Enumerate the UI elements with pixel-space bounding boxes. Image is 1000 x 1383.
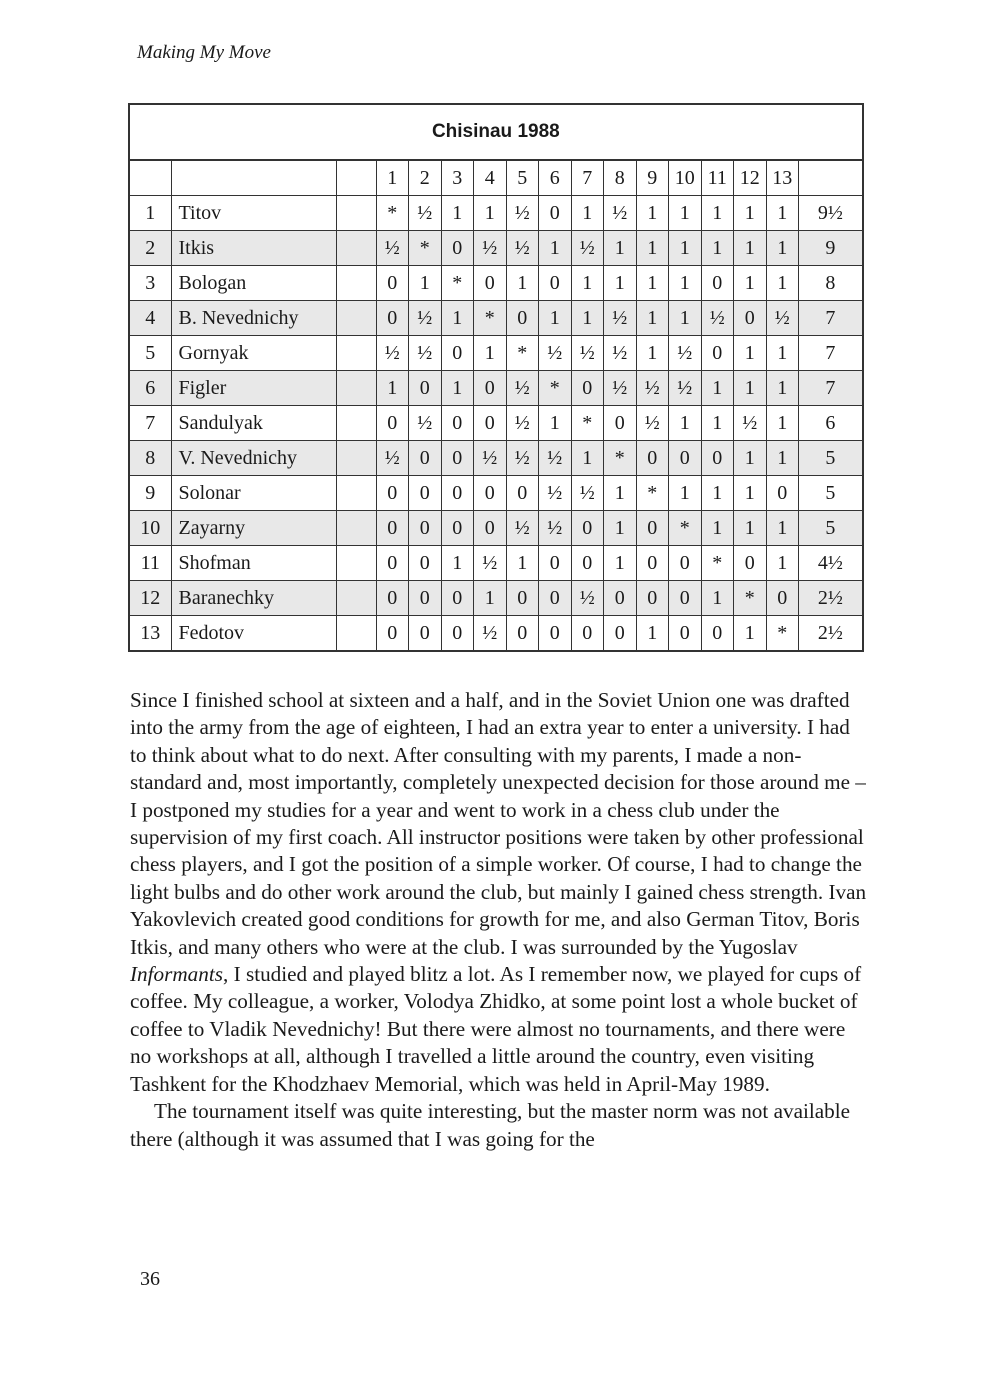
result-cell: 1 <box>766 196 799 231</box>
result-cell: ½ <box>474 616 507 652</box>
result-cell: 0 <box>441 336 474 371</box>
result-cell: 0 <box>539 266 572 301</box>
round-header-row <box>129 160 863 196</box>
result-cell: 0 <box>441 581 474 616</box>
result-cell: 1 <box>571 196 604 231</box>
italic-informants: Informants <box>130 962 223 987</box>
page-number: 36 <box>140 1268 160 1290</box>
result-cell: 0 <box>636 441 669 476</box>
result-cell: 1 <box>766 546 799 581</box>
player-rating-blank <box>336 336 376 371</box>
result-cell: ½ <box>474 546 507 581</box>
player-name: V. Nevednichy <box>171 441 336 476</box>
result-cell: 1 <box>376 371 409 406</box>
result-cell: 0 <box>441 231 474 266</box>
result-cell: 1 <box>571 441 604 476</box>
result-cell: * <box>376 196 409 231</box>
result-cell: 0 <box>766 476 799 511</box>
result-cell: 1 <box>539 231 572 266</box>
result-cell: ½ <box>376 336 409 371</box>
result-cell: 0 <box>376 546 409 581</box>
result-cell: ½ <box>604 301 637 336</box>
result-cell: 1 <box>604 266 637 301</box>
player-total: 7 <box>799 371 863 406</box>
result-cell: 0 <box>734 546 767 581</box>
result-cell: 0 <box>539 581 572 616</box>
result-cell: 0 <box>409 511 442 546</box>
player-total: 9½ <box>799 196 863 231</box>
result-cell: 1 <box>669 231 702 266</box>
result-cell: 0 <box>376 476 409 511</box>
result-cell: 0 <box>376 511 409 546</box>
round-header-cell: 1 <box>376 160 409 196</box>
player-number: 2 <box>129 231 171 266</box>
table-row <box>129 266 863 301</box>
player-name: Sandulyak <box>171 406 336 441</box>
result-cell: ½ <box>506 441 539 476</box>
result-cell: 0 <box>409 476 442 511</box>
player-number: 7 <box>129 406 171 441</box>
result-cell: 0 <box>409 441 442 476</box>
round-header-cell: 9 <box>636 160 669 196</box>
result-cell: ½ <box>506 406 539 441</box>
result-cell: ½ <box>604 336 637 371</box>
player-total: 8 <box>799 266 863 301</box>
player-number: 6 <box>129 371 171 406</box>
result-cell: 1 <box>734 266 767 301</box>
result-cell: 0 <box>604 581 637 616</box>
result-cell: 0 <box>539 616 572 652</box>
table-row <box>129 441 863 476</box>
result-cell: * <box>409 231 442 266</box>
result-cell: 1 <box>636 616 669 652</box>
player-name: Zayarny <box>171 511 336 546</box>
result-cell: 1 <box>409 266 442 301</box>
paragraph-2: The tournament itself was quite interesting, but the master norm was not available there (although it was assumed that I was going for the <box>130 1099 851 1151</box>
result-cell: ½ <box>669 336 702 371</box>
player-name: Solonar <box>171 476 336 511</box>
result-cell: ½ <box>571 476 604 511</box>
result-cell: ½ <box>539 511 572 546</box>
result-cell: * <box>636 476 669 511</box>
player-name: Gornyak <box>171 336 336 371</box>
result-cell: 1 <box>571 301 604 336</box>
result-cell: 1 <box>701 196 734 231</box>
result-cell: ½ <box>571 231 604 266</box>
result-cell: 1 <box>604 511 637 546</box>
result-cell: ½ <box>734 406 767 441</box>
result-cell: ½ <box>506 231 539 266</box>
result-cell: 0 <box>441 511 474 546</box>
table-row <box>129 546 863 581</box>
player-total: 2½ <box>799 581 863 616</box>
result-cell: ½ <box>669 371 702 406</box>
table-row <box>129 301 863 336</box>
player-number: 10 <box>129 511 171 546</box>
player-number: 3 <box>129 266 171 301</box>
result-cell: 0 <box>539 546 572 581</box>
round-header-cell: 2 <box>409 160 442 196</box>
result-cell: 0 <box>766 581 799 616</box>
player-number: 12 <box>129 581 171 616</box>
result-cell: ½ <box>539 336 572 371</box>
result-cell: 1 <box>474 196 507 231</box>
player-total: 6 <box>799 406 863 441</box>
result-cell: 0 <box>604 406 637 441</box>
result-cell: 0 <box>474 476 507 511</box>
result-cell: 1 <box>701 371 734 406</box>
result-cell: 1 <box>766 371 799 406</box>
result-cell: 1 <box>734 441 767 476</box>
result-cell: 0 <box>636 581 669 616</box>
result-cell: 1 <box>636 196 669 231</box>
player-name: Shofman <box>171 546 336 581</box>
round-header-cell: 5 <box>506 160 539 196</box>
crosstable <box>128 103 864 652</box>
result-cell: 0 <box>669 546 702 581</box>
result-cell: ½ <box>506 511 539 546</box>
result-cell: 0 <box>734 301 767 336</box>
player-name: Itkis <box>171 231 336 266</box>
result-cell: 0 <box>409 581 442 616</box>
player-number: 11 <box>129 546 171 581</box>
result-cell: 1 <box>474 581 507 616</box>
player-name: Fedotov <box>171 616 336 652</box>
round-header-cell: 4 <box>474 160 507 196</box>
player-total: 7 <box>799 336 863 371</box>
result-cell: 0 <box>441 406 474 441</box>
player-rating-blank <box>336 476 376 511</box>
table-row <box>129 616 863 652</box>
crosstable-container <box>128 103 862 652</box>
result-cell: * <box>571 406 604 441</box>
result-cell: 0 <box>441 476 474 511</box>
result-cell: 1 <box>669 406 702 441</box>
result-cell: ½ <box>506 196 539 231</box>
result-cell: 0 <box>571 511 604 546</box>
result-cell: 1 <box>701 231 734 266</box>
result-cell: ½ <box>409 301 442 336</box>
result-cell: 0 <box>409 616 442 652</box>
table-row <box>129 511 863 546</box>
player-name: Figler <box>171 371 336 406</box>
paragraph-1-part-a: Since I finished school at sixteen and a half, and in the Soviet Union one was drafted into the army from the age of eighteen, I had an extra year to enter a university. I had to think about what to do next. After consulting with my parents, I made a non-standard and, most importantly, completely unexpected decision for those around me – I postponed my studies for a year and went to work in a chess club under the supervision of my first coach. All instructor positions were taken by other professional chess players, and I got the position of a simple worker. Of course, I had to change the light bulbs and do other work around the club, but mainly I gained chess strength. Ivan Yakovlevich created good conditions for growth for me, and also German Titov, Boris Itkis, and many others who were at the club. I was surrounded by the Yugoslav <box>130 688 867 959</box>
result-cell: * <box>734 581 767 616</box>
result-cell: ½ <box>604 371 637 406</box>
result-cell: 0 <box>376 581 409 616</box>
result-cell: 1 <box>701 511 734 546</box>
table-row <box>129 371 863 406</box>
result-cell: ½ <box>539 476 572 511</box>
result-cell: 1 <box>441 301 474 336</box>
result-cell: 1 <box>604 546 637 581</box>
player-number: 9 <box>129 476 171 511</box>
result-cell: 1 <box>669 476 702 511</box>
result-cell: 0 <box>506 301 539 336</box>
result-cell: 0 <box>669 616 702 652</box>
player-rating-blank <box>336 441 376 476</box>
player-total: 7 <box>799 301 863 336</box>
result-cell: 0 <box>474 406 507 441</box>
table-row <box>129 196 863 231</box>
paragraph-1-part-b: , I studied and played blitz a lot. As I remember now, we played for cups of coffee. My colleague, a worker, Volodya Zhidko, at some point lost a whole bucket of coffee to Vladik Nevednichy! But there were almost no tournaments, and there were no workshops at all, although I travelled a little around the country, even visiting Tashkent for the Khodzhaev Memorial, which was held in April-May 1989. <box>130 962 862 1096</box>
result-cell: 1 <box>734 371 767 406</box>
result-cell: 1 <box>701 581 734 616</box>
header-blank-total <box>799 160 863 196</box>
result-cell: 1 <box>636 231 669 266</box>
result-cell: 1 <box>701 476 734 511</box>
player-total: 5 <box>799 441 863 476</box>
round-header-cell: 10 <box>669 160 702 196</box>
result-cell: ½ <box>409 196 442 231</box>
result-cell: 0 <box>506 616 539 652</box>
table-row <box>129 336 863 371</box>
body-text <box>130 687 870 1153</box>
player-total: 2½ <box>799 616 863 652</box>
result-cell: 0 <box>636 546 669 581</box>
result-cell: 0 <box>474 266 507 301</box>
result-cell: 0 <box>571 546 604 581</box>
player-rating-blank <box>336 301 376 336</box>
round-header-cell: 12 <box>734 160 767 196</box>
result-cell: 1 <box>636 336 669 371</box>
result-cell: 1 <box>766 406 799 441</box>
result-cell: ½ <box>636 371 669 406</box>
result-cell: 1 <box>441 371 474 406</box>
result-cell: ½ <box>474 441 507 476</box>
round-header-cell: 7 <box>571 160 604 196</box>
result-cell: 0 <box>701 266 734 301</box>
result-cell: 1 <box>734 511 767 546</box>
result-cell: 1 <box>636 266 669 301</box>
player-rating-blank <box>336 616 376 652</box>
running-head: Making My Move <box>137 42 271 63</box>
result-cell: * <box>669 511 702 546</box>
result-cell: 1 <box>474 336 507 371</box>
result-cell: 0 <box>409 371 442 406</box>
player-name: B. Nevednichy <box>171 301 336 336</box>
paragraph-1 <box>130 687 870 1098</box>
result-cell: ½ <box>376 231 409 266</box>
round-header-cell: 3 <box>441 160 474 196</box>
result-cell: 0 <box>474 371 507 406</box>
player-number: 8 <box>129 441 171 476</box>
result-cell: 1 <box>441 546 474 581</box>
round-header-cell: 8 <box>604 160 637 196</box>
result-cell: * <box>604 441 637 476</box>
result-cell: 0 <box>441 616 474 652</box>
player-number: 5 <box>129 336 171 371</box>
player-number: 1 <box>129 196 171 231</box>
table-row <box>129 581 863 616</box>
result-cell: ½ <box>701 301 734 336</box>
result-cell: * <box>539 371 572 406</box>
result-cell: ½ <box>376 441 409 476</box>
result-cell: ½ <box>409 336 442 371</box>
result-cell: 1 <box>766 511 799 546</box>
result-cell: 1 <box>539 301 572 336</box>
player-total: 9 <box>799 231 863 266</box>
player-rating-blank <box>336 581 376 616</box>
result-cell: ½ <box>766 301 799 336</box>
result-cell: 1 <box>571 266 604 301</box>
result-cell: 1 <box>734 336 767 371</box>
result-cell: 1 <box>506 266 539 301</box>
round-header-cell: 6 <box>539 160 572 196</box>
result-cell: 0 <box>604 616 637 652</box>
result-cell: ½ <box>474 231 507 266</box>
result-cell: 0 <box>376 616 409 652</box>
result-cell: 1 <box>604 476 637 511</box>
result-cell: 1 <box>766 336 799 371</box>
player-total: 5 <box>799 511 863 546</box>
player-total: 4½ <box>799 546 863 581</box>
player-rating-blank <box>336 406 376 441</box>
round-header-cell: 13 <box>766 160 799 196</box>
header-blank-name <box>171 160 336 196</box>
result-cell: * <box>766 616 799 652</box>
result-cell: 0 <box>409 546 442 581</box>
result-cell: ½ <box>506 371 539 406</box>
player-name: Baranechky <box>171 581 336 616</box>
player-rating-blank <box>336 231 376 266</box>
result-cell: 0 <box>701 336 734 371</box>
result-cell: 0 <box>376 406 409 441</box>
player-name: Bologan <box>171 266 336 301</box>
result-cell: 1 <box>734 476 767 511</box>
result-cell: ½ <box>539 441 572 476</box>
result-cell: 0 <box>636 511 669 546</box>
result-cell: 1 <box>701 406 734 441</box>
result-cell: 0 <box>539 196 572 231</box>
result-cell: ½ <box>571 581 604 616</box>
result-cell: * <box>474 301 507 336</box>
result-cell: 0 <box>571 616 604 652</box>
result-cell: ½ <box>571 336 604 371</box>
result-cell: 0 <box>506 476 539 511</box>
header-blank-num <box>129 160 171 196</box>
result-cell: * <box>701 546 734 581</box>
result-cell: 1 <box>734 616 767 652</box>
result-cell: * <box>506 336 539 371</box>
player-number: 13 <box>129 616 171 652</box>
table-title: Chisinau 1988 <box>129 104 863 160</box>
result-cell: 1 <box>539 406 572 441</box>
result-cell: ½ <box>604 196 637 231</box>
player-rating-blank <box>336 546 376 581</box>
result-cell: 0 <box>571 371 604 406</box>
result-cell: ½ <box>636 406 669 441</box>
player-rating-blank <box>336 266 376 301</box>
result-cell: 1 <box>734 196 767 231</box>
result-cell: 0 <box>701 441 734 476</box>
result-cell: 1 <box>766 441 799 476</box>
result-cell: 0 <box>506 581 539 616</box>
result-cell: 1 <box>669 196 702 231</box>
result-cell: * <box>441 266 474 301</box>
result-cell: 0 <box>441 441 474 476</box>
result-cell: 1 <box>669 266 702 301</box>
result-cell: 1 <box>734 231 767 266</box>
result-cell: 0 <box>474 511 507 546</box>
result-cell: 1 <box>506 546 539 581</box>
result-cell: 0 <box>376 301 409 336</box>
header-blank-rating <box>336 160 376 196</box>
result-cell: 0 <box>376 266 409 301</box>
result-cell: ½ <box>409 406 442 441</box>
result-cell: 0 <box>669 581 702 616</box>
result-cell: 1 <box>766 266 799 301</box>
result-cell: 1 <box>636 301 669 336</box>
player-total: 5 <box>799 476 863 511</box>
result-cell: 0 <box>669 441 702 476</box>
table-row <box>129 476 863 511</box>
result-cell: 1 <box>669 301 702 336</box>
player-rating-blank <box>336 196 376 231</box>
player-number: 4 <box>129 301 171 336</box>
result-cell: 1 <box>441 196 474 231</box>
table-row <box>129 231 863 266</box>
result-cell: 0 <box>701 616 734 652</box>
table-row <box>129 406 863 441</box>
round-header-cell: 11 <box>701 160 734 196</box>
result-cell: 1 <box>766 231 799 266</box>
player-rating-blank <box>336 511 376 546</box>
player-rating-blank <box>336 371 376 406</box>
result-cell: 1 <box>604 231 637 266</box>
player-name: Titov <box>171 196 336 231</box>
